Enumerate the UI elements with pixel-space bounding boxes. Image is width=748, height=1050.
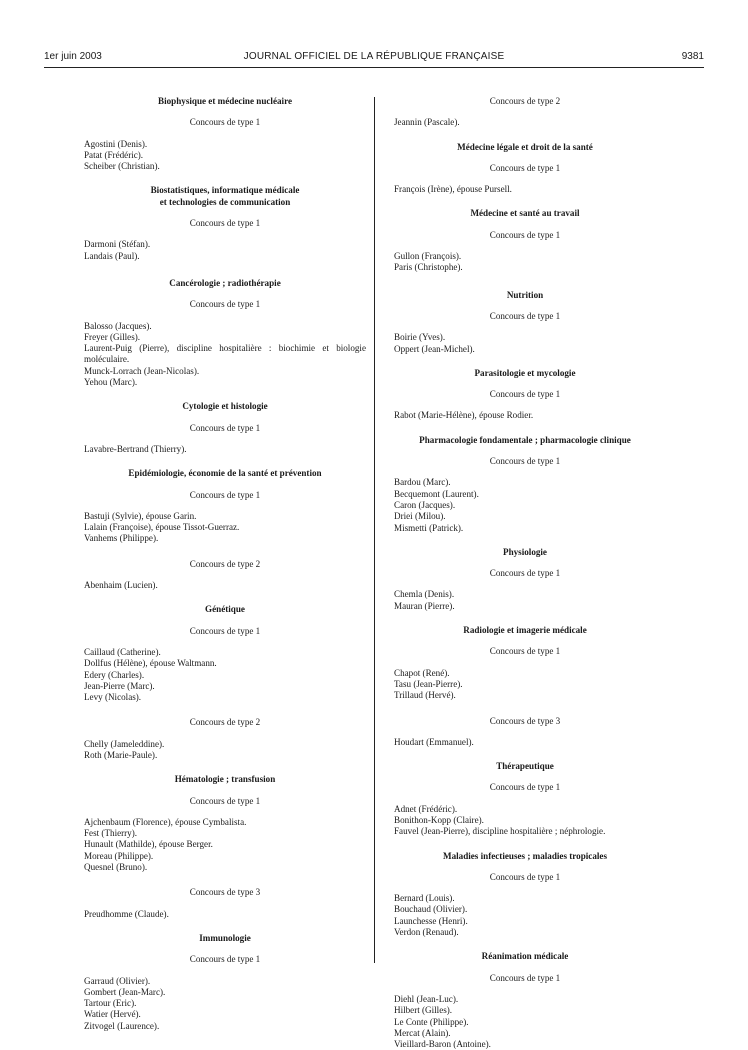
- contest-type: Concours de type 1: [489, 782, 561, 793]
- section-title: Epidémiologie, économie de la santé et prévention: [128, 468, 322, 479]
- section-title: Cytologie et histologie: [182, 401, 268, 412]
- list-item: Edery (Charles).: [84, 669, 145, 680]
- list-item: Mismetti (Patrick).: [394, 522, 464, 533]
- list-item: Moreau (Philippe).: [84, 850, 154, 861]
- section-title: Biophysique et médecine nucléaire: [158, 96, 292, 106]
- name-list: [84, 817, 366, 873]
- list-item: Yehou (Marc).: [84, 377, 138, 388]
- list-item: Paris (Christophe).: [394, 262, 463, 273]
- name-list: [84, 139, 366, 173]
- section-radiologie: [394, 625, 656, 748]
- list-item: Boirie (Yves).: [394, 332, 446, 343]
- list-item: Preudhomme (Claude).: [84, 908, 169, 919]
- contest-type: Concours de type 2: [189, 717, 261, 728]
- section-title: Immunologie: [199, 932, 251, 943]
- name-list: [84, 444, 366, 455]
- list-item: Caron (Jacques).: [394, 499, 456, 510]
- list-item: Tartour (Eric).: [84, 998, 137, 1009]
- section-epidemiologie: [84, 468, 366, 591]
- list-item: Agostini (Denis).: [84, 138, 148, 149]
- contest-type: Concours de type 1: [189, 795, 261, 806]
- header-divider: [44, 67, 704, 68]
- list-item: Jean-Pierre (Marc).: [84, 680, 155, 691]
- section-title: Génétique: [205, 604, 245, 615]
- contest-type: Concours de type 1: [189, 218, 261, 229]
- section-reanimation: [394, 951, 656, 1050]
- name-list: [84, 739, 366, 762]
- name-list: [84, 909, 366, 920]
- contest-type: Concours de type 2: [489, 96, 561, 106]
- list-item: Driei (Milou).: [394, 511, 446, 522]
- section-continuation: [394, 96, 656, 129]
- list-item: Trillaud (Hervé).: [394, 690, 456, 701]
- list-item: Verdon (Renaud).: [394, 927, 459, 938]
- section-title: Cancérologie ; radiothérapie: [169, 277, 281, 288]
- list-item: Chelly (Jameleddine).: [84, 738, 165, 749]
- list-item: Dollfus (Hélène), épouse Waltmann.: [84, 658, 217, 669]
- list-item: Launchesse (Henri).: [394, 915, 468, 926]
- list-item: Patat (Frédéric).: [84, 149, 144, 160]
- contest-type: Concours de type 1: [489, 456, 561, 467]
- contest-type: Concours de type 1: [489, 389, 561, 400]
- contest-type: Concours de type 1: [189, 117, 261, 128]
- section-title: Radiologie et imagerie médicale: [463, 625, 587, 636]
- list-item: Houdart (Emmanuel).: [394, 736, 474, 747]
- list-item: Caillaud (Catherine).: [84, 646, 161, 657]
- section-title: Médecine et santé au travail: [470, 208, 580, 219]
- header-journal-title: JOURNAL OFFICIEL DE LA RÉPUBLIQUE FRANÇAISE: [243, 51, 505, 62]
- section-therapeutique: [394, 761, 656, 837]
- contest-type: Concours de type 1: [489, 972, 561, 983]
- name-list: [394, 410, 656, 421]
- name-list: [84, 511, 366, 545]
- list-item: Adnet (Frédéric).: [394, 803, 458, 814]
- section-nutrition: [394, 290, 656, 355]
- section-title: Hématologie ; transfusion: [174, 774, 276, 785]
- section-medecine-legale: [394, 142, 656, 196]
- list-item: Hunault (Mathilde), épouse Berger.: [84, 839, 213, 850]
- section-title: Physiologie: [503, 546, 547, 557]
- contest-type: Concours de type 1: [489, 871, 561, 882]
- list-item: Bardou (Marc).: [394, 477, 451, 488]
- list-item: Lavabre-Bertrand (Thierry).: [84, 443, 187, 454]
- name-list: [394, 332, 656, 355]
- contest-type: Concours de type 1: [489, 162, 561, 173]
- section-medecine-travail: [394, 208, 656, 273]
- section-maladies-infectieuses: [394, 851, 656, 939]
- section-title: Maladies infectieuses ; maladies tropicales: [442, 850, 607, 861]
- list-item: Bonithon-Kopp (Claire).: [394, 814, 484, 825]
- section-title: Médecine légale et droit de la santé: [457, 141, 593, 152]
- list-item: Chapot (René).: [394, 667, 450, 678]
- list-item: Mauran (Pierre).: [394, 600, 455, 611]
- name-list: [394, 994, 656, 1050]
- list-item: Balosso (Jacques).: [84, 320, 152, 331]
- list-item: François (Irène), épouse Pursell.: [394, 184, 512, 195]
- list-item: Munck-Lorrach (Jean-Nicolas).: [84, 365, 200, 376]
- contest-type: Concours de type 1: [189, 299, 261, 310]
- list-item: Le Conte (Philippe).: [394, 1016, 469, 1027]
- contest-type: Concours de type 1: [489, 568, 561, 579]
- section-title: Thérapeutique: [496, 761, 554, 772]
- list-item: Scheiber (Christian).: [84, 161, 160, 172]
- list-item: Levy (Nicolas).: [84, 692, 142, 703]
- list-item: Zitvogel (Laurence).: [84, 1020, 160, 1031]
- list-item: Darmoni (Stéfan).: [84, 239, 151, 250]
- list-item: Jeannin (Pascale).: [394, 117, 460, 128]
- list-item: Laurent-Puig (Pierre), discipline hospitalière : biochimie et biologie moléculaire.: [84, 343, 366, 365]
- name-list: [394, 893, 656, 938]
- list-item: Becquemont (Laurent).: [394, 488, 479, 499]
- contest-type: Concours de type 2: [189, 558, 261, 569]
- header-page-number: 9381: [681, 51, 704, 62]
- section-title: Pharmacologie fondamentale ; pharmacologie clinique: [419, 434, 631, 445]
- name-list: [84, 321, 366, 389]
- list-item: Mercat (Alain).: [394, 1027, 451, 1038]
- section-pharmacologie: [394, 435, 656, 534]
- contest-type: Concours de type 1: [189, 489, 261, 500]
- name-list: [84, 976, 366, 1032]
- contest-type: Concours de type 1: [189, 422, 261, 433]
- name-list: [394, 589, 656, 612]
- section-title: Parasitologie et mycologie: [474, 367, 576, 378]
- section-parasitologie: [394, 368, 656, 422]
- list-item: Bernard (Louis).: [394, 893, 455, 904]
- list-item: Gombert (Jean-Marc).: [84, 986, 166, 997]
- contest-type: Concours de type 1: [189, 625, 261, 636]
- list-item: Garraud (Olivier).: [84, 975, 151, 986]
- list-item: Abenhaim (Lucien).: [84, 580, 158, 591]
- name-list: [394, 804, 656, 838]
- name-list: [394, 668, 656, 702]
- list-item: Ajchenbaum (Florence), épouse Cymbalista.: [84, 816, 247, 827]
- section-cancerologie: [84, 278, 366, 388]
- column-divider: [374, 97, 375, 963]
- name-list: [394, 477, 656, 533]
- section-title-line2: et technologies de communication: [159, 196, 291, 207]
- list-item: Hilbert (Gilles).: [394, 1005, 453, 1016]
- list-item: Fauvel (Jean-Pierre), discipline hospitalière ; néphrologie.: [394, 826, 606, 837]
- list-item: Diehl (Jean-Luc).: [394, 993, 459, 1004]
- name-list: [84, 647, 366, 703]
- section-title: Réanimation médicale: [481, 951, 569, 962]
- name-list: [84, 239, 366, 262]
- contest-type: Concours de type 1: [489, 646, 561, 657]
- section-hematologie: [84, 774, 366, 920]
- list-item: Landais (Paul).: [84, 250, 140, 261]
- header-date: 1er juin 2003: [44, 51, 102, 62]
- section-physiologie: [394, 547, 656, 612]
- page-header: [44, 51, 704, 65]
- list-item: Rabot (Marie-Hélène), épouse Rodier.: [394, 410, 534, 421]
- list-item: Fest (Thierry).: [84, 828, 138, 839]
- section-genetique: [84, 604, 366, 761]
- contest-type: Concours de type 1: [489, 310, 561, 321]
- name-list: [84, 580, 366, 591]
- name-list: [394, 737, 656, 748]
- list-item: Vanhems (Philippe).: [84, 533, 159, 544]
- left-column: [84, 96, 366, 1032]
- list-item: Lalain (Françoise), épouse Tissot-Guerraz.: [84, 522, 240, 533]
- list-item: Oppert (Jean-Michel).: [394, 343, 475, 354]
- list-item: Tasu (Jean-Pierre).: [394, 678, 463, 689]
- list-item: Bouchaud (Olivier).: [394, 904, 468, 915]
- section-cytologie: [84, 401, 366, 455]
- contest-type: Concours de type 1: [489, 229, 561, 240]
- list-item: Watier (Hervé).: [84, 1009, 141, 1020]
- list-item: Quesnel (Bruno).: [84, 862, 148, 873]
- contest-type: Concours de type 3: [489, 715, 561, 726]
- contest-type: Concours de type 3: [189, 887, 261, 898]
- section-biostatistiques: [84, 185, 366, 261]
- name-list: [394, 251, 656, 274]
- section-biophysique: [84, 96, 366, 172]
- name-list: [394, 184, 656, 195]
- name-list: [394, 117, 656, 128]
- right-column: [394, 96, 656, 1050]
- section-immunologie: [84, 933, 366, 1032]
- section-title: Biostatistiques, informatique médicale: [150, 185, 300, 196]
- list-item: Bastuji (Sylvie), épouse Garin.: [84, 510, 197, 521]
- list-item: Freyer (Gilles).: [84, 331, 141, 342]
- section-title: Nutrition: [506, 289, 544, 300]
- list-item: Chemla (Denis).: [394, 589, 455, 600]
- contest-type: Concours de type 1: [189, 954, 261, 965]
- list-item: Gullon (François).: [394, 251, 462, 262]
- list-item: Roth (Marie-Paule).: [84, 749, 158, 760]
- list-item: Vieillard-Baron (Antoine).: [394, 1039, 491, 1050]
